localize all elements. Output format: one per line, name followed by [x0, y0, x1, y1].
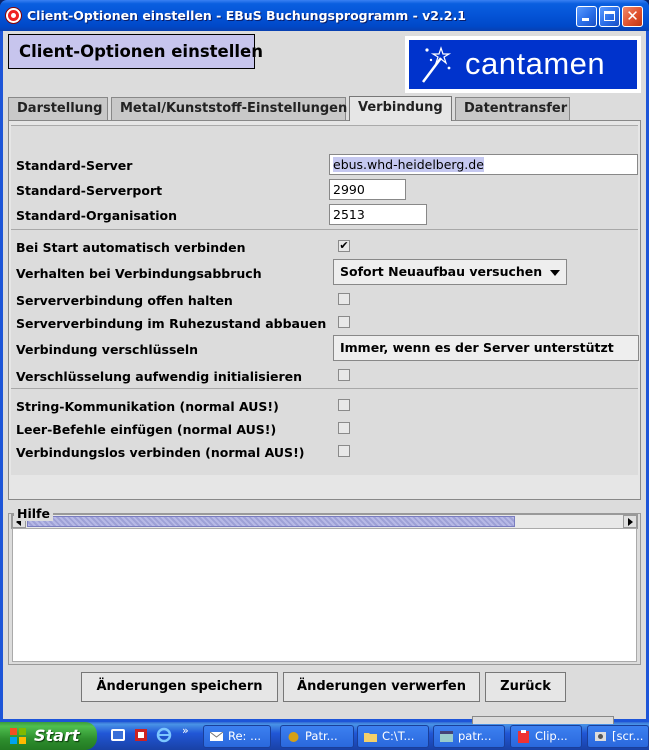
page-title: Client-Optionen einstellen [8, 34, 255, 69]
tab-darstellung[interactable]: Darstellung [8, 97, 108, 120]
save-changes-button[interactable]: Änderungen speichern [81, 672, 278, 702]
help-label: Hilfe [14, 506, 53, 521]
taskbar-item[interactable] [510, 725, 582, 748]
tab-panel-verbindung [8, 120, 641, 500]
window-edge [472, 716, 614, 724]
tab-verbindung[interactable]: Verbindung [349, 96, 452, 121]
on-disconnect-select[interactable] [333, 259, 567, 285]
encrypt-label: Verbindung verschlüsseln [16, 342, 199, 357]
quicklaunch-expand-icon[interactable]: » [182, 724, 189, 737]
taskbar-item-label: patr... [458, 729, 492, 743]
standard-server-input[interactable] [329, 154, 638, 175]
close-icon: ✕ [626, 7, 639, 25]
logo-text: cantamen [465, 46, 606, 81]
auto-connect-checkbox[interactable]: ✔ [339, 239, 349, 252]
back-button[interactable]: Zurück [485, 672, 566, 702]
mail-icon [209, 729, 224, 744]
maximize-icon [604, 11, 615, 21]
taskbar-item-label: Re: ... [228, 729, 262, 743]
empty-commands-label: Leer-Befehle einfügen (normal AUS!) [16, 422, 277, 437]
standard-server-value: ebus.whd-heidelberg.de [333, 157, 484, 172]
separator [11, 388, 638, 389]
magic-wand-icon [417, 44, 453, 84]
internet-explorer-icon[interactable] [156, 727, 172, 743]
standard-server-label: Standard-Server [16, 158, 133, 173]
start-button[interactable] [0, 722, 97, 750]
folder-icon [363, 729, 378, 744]
taskbar-item[interactable] [433, 725, 505, 748]
bug-icon [286, 729, 301, 744]
maximize-button[interactable] [599, 6, 620, 27]
title-bar[interactable] [0, 0, 649, 31]
window-title: Client-Optionen einstellen - EBuS Buchungsprogramm - v2.2.1 [27, 8, 466, 23]
cantamen-logo [405, 36, 641, 93]
standard-port-input[interactable]: 2990 [329, 179, 406, 200]
standard-port-label: Standard-Serverport [16, 183, 163, 198]
dialog-body [3, 31, 646, 719]
taskbar-item[interactable] [587, 725, 649, 748]
window-icon [439, 729, 454, 744]
taskbar [0, 722, 649, 750]
taskbar-item[interactable] [280, 725, 354, 748]
on-disconnect-value: Sofort Neuaufbau versuchen [340, 264, 543, 279]
taskbar-item-label: Patr... [305, 729, 338, 743]
logo-background [409, 40, 637, 89]
standard-organisation-input[interactable]: 2513 [329, 204, 427, 225]
minimize-button[interactable] [576, 6, 597, 27]
empty-commands-checkbox[interactable] [338, 422, 350, 434]
windows-flag-icon [9, 727, 27, 745]
quicklaunch-app-icon[interactable] [110, 727, 126, 743]
quicklaunch-tool-icon[interactable] [133, 727, 149, 743]
tab-metal-kunststoff[interactable]: Metal/Kunststoff-Einstellungen [111, 97, 346, 120]
screenshot-tool-icon [593, 729, 608, 744]
separator [11, 229, 638, 230]
close-button[interactable] [622, 6, 643, 27]
keep-open-label: Serververbindung offen halten [16, 293, 233, 308]
tab-datentransfer[interactable]: Datentransfer [455, 97, 570, 120]
discard-changes-button[interactable]: Änderungen verwerfen [283, 672, 480, 702]
connectionless-checkbox[interactable] [338, 445, 350, 457]
start-label: Start [34, 726, 80, 745]
encrypt-init-label: Verschlüsselung aufwendig initialisieren [16, 369, 303, 384]
app-icon[interactable] [6, 8, 21, 23]
minimize-icon [582, 18, 589, 21]
auto-connect-label: Bei Start automatisch verbinden [16, 240, 246, 255]
string-comm-checkbox[interactable] [338, 399, 350, 411]
taskbar-item[interactable] [203, 725, 271, 748]
clipboard-icon [516, 729, 531, 744]
encrypt-select[interactable] [333, 335, 639, 361]
settings-area [11, 125, 638, 475]
string-comm-label: String-Kommunikation (normal AUS!) [16, 399, 279, 414]
on-disconnect-label: Verhalten bei Verbindungsabbruch [16, 266, 262, 281]
encrypt-init-checkbox[interactable] [338, 369, 350, 381]
taskbar-item[interactable] [357, 725, 429, 748]
keep-open-checkbox[interactable] [338, 293, 350, 305]
help-text-area[interactable] [12, 528, 637, 662]
connectionless-label: Verbindungslos verbinden (normal AUS!) [16, 445, 305, 460]
taskbar-item-label: [scr... [612, 729, 644, 743]
taskbar-item-label: C:\T... [382, 729, 415, 743]
chevron-down-icon [550, 270, 560, 276]
encrypt-value: Immer, wenn es der Server unterstützt [340, 340, 614, 355]
standard-organisation-label: Standard-Organisation [16, 208, 177, 223]
drop-on-idle-checkbox[interactable] [338, 316, 350, 328]
drop-on-idle-label: Serververbindung im Ruhezustand abbauen [16, 316, 327, 331]
taskbar-item-label: Clip... [535, 729, 568, 743]
